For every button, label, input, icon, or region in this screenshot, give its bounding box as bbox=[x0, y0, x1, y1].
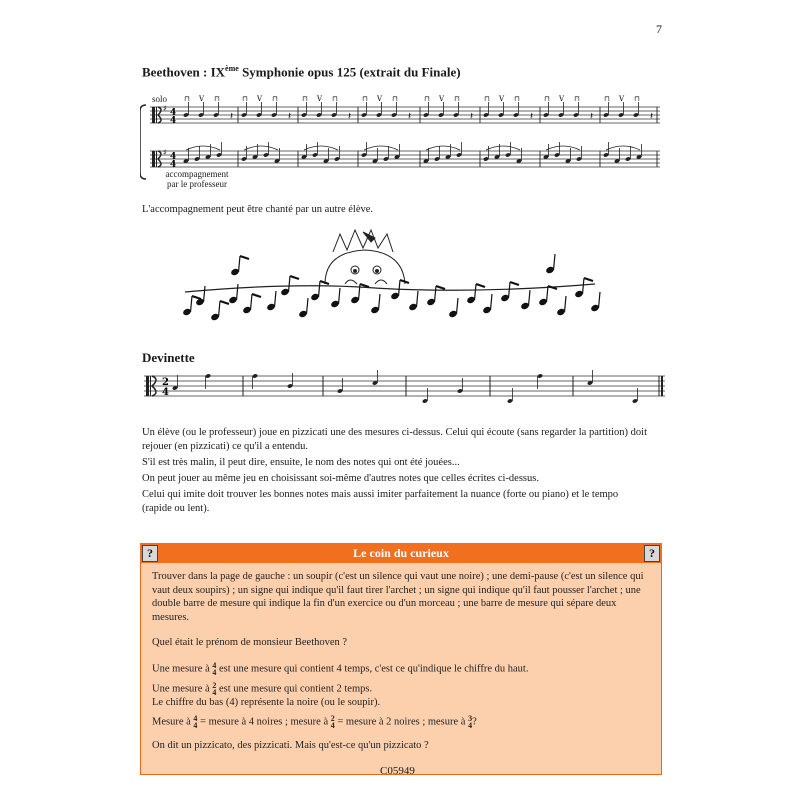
slur bbox=[426, 146, 460, 150]
piece-title bbox=[142, 64, 461, 80]
beethoven-score bbox=[140, 95, 660, 185]
bow-down-icon: ⊓ bbox=[392, 95, 398, 103]
accompaniment-label-line1: accompagnement bbox=[165, 169, 229, 179]
dancing-note-stem bbox=[554, 254, 556, 270]
dancing-note-stem bbox=[319, 281, 321, 297]
quarter-rest-icon: 𝄽 bbox=[408, 111, 412, 122]
intro-line-3: double barre de mesure qui indique la fin d'un exercice ou d'un morceau ; une barre de mesure qui sépare deux bbox=[152, 598, 617, 609]
bow-up-icon: V bbox=[439, 95, 445, 103]
measure-44-prefix: Une mesure à bbox=[152, 662, 210, 674]
bow-down-icon: ⊓ bbox=[362, 95, 368, 103]
measure-44-suffix: est une mesure qui contient 4 temps, c'est ce qu'indique le chiffre du haut. bbox=[218, 662, 529, 674]
dancing-note-stem bbox=[275, 291, 277, 307]
dancing-note-stem bbox=[239, 256, 241, 272]
accompaniment-note: L'accompagnement peut être chanté par un autre élève. bbox=[142, 204, 374, 215]
bow-down-icon: ⊓ bbox=[332, 95, 338, 103]
dancing-note-stem bbox=[435, 286, 437, 302]
dancing-note-beam bbox=[476, 284, 485, 287]
time-sig-2-4-icon: 2 4 bbox=[212, 680, 217, 697]
curious-corner-content bbox=[152, 570, 657, 753]
dancing-note-beam bbox=[290, 276, 299, 279]
measure-24-line bbox=[152, 682, 657, 696]
bow-up-icon: V bbox=[619, 95, 625, 103]
dancing-note-stem bbox=[565, 296, 567, 312]
title-suffix: Symphonie opus 125 (extrait du Finale) bbox=[238, 64, 461, 80]
slur bbox=[364, 146, 398, 150]
quarter-rest-icon: 𝄽 bbox=[590, 111, 594, 122]
bottom-number-line: Le chiffre du bas (4) représente la noire (ou le soupir). bbox=[152, 696, 381, 708]
slur bbox=[546, 146, 580, 150]
bow-down-icon: ⊓ bbox=[604, 95, 610, 103]
dancing-note-stem bbox=[251, 294, 253, 310]
bow-up-icon: V bbox=[499, 95, 505, 103]
curious-corner-title: Le coin du curieux bbox=[353, 546, 449, 560]
bow-down-icon: ⊓ bbox=[634, 95, 640, 103]
dancing-note-beam bbox=[240, 256, 249, 259]
dancing-note-beam bbox=[252, 294, 261, 297]
slur bbox=[606, 146, 640, 150]
riddle-title: Devinette bbox=[142, 350, 195, 365]
quarter-rest-icon: 𝄽 bbox=[288, 111, 292, 122]
question-mark-icon: ? bbox=[142, 545, 158, 562]
dancing-note-stem bbox=[237, 284, 239, 300]
eq-part-3: = mesure à 2 noires ; mesure à bbox=[337, 716, 466, 728]
quarter-rest-icon: 𝄽 bbox=[348, 111, 352, 122]
eq-part-4: ? bbox=[472, 716, 477, 728]
intro-line-4: mesures. bbox=[152, 611, 190, 623]
page-number: 7 bbox=[656, 22, 662, 36]
quarter-rest-icon: 𝄽 bbox=[650, 111, 654, 122]
eq-part-1: Mesure à bbox=[152, 716, 191, 728]
dancing-note-stem bbox=[509, 282, 511, 298]
bow-down-icon: ⊓ bbox=[214, 95, 220, 103]
riddle-staff bbox=[140, 370, 665, 410]
beethoven-question: Quel était le prénom de monsieur Beethoven ? bbox=[152, 637, 348, 648]
riddle-time-num: 2 bbox=[162, 377, 169, 388]
eq-part-2: = mesure à 4 noires ; mesure à bbox=[200, 716, 329, 728]
slur bbox=[244, 146, 278, 150]
dancing-note-beam bbox=[192, 296, 201, 299]
solo-staff bbox=[150, 107, 660, 123]
key-sharp-bottom: ♯ bbox=[163, 148, 167, 157]
key-sharp-top: ♯ bbox=[163, 104, 167, 113]
dancing-note-beam bbox=[220, 301, 229, 304]
bow-up-icon: V bbox=[317, 95, 323, 103]
bow-down-icon: ⊓ bbox=[242, 95, 248, 103]
dancing-note-stem bbox=[529, 290, 531, 306]
pizzicato-question: On dit un pizzicato, des pizzicati. Mais qu'est-ce qu'un pizzicato ? bbox=[152, 740, 429, 751]
bow-down-icon: ⊓ bbox=[272, 95, 278, 103]
dancing-note-stem bbox=[547, 286, 549, 302]
dancing-note-beam bbox=[584, 278, 593, 281]
bow-up-icon: V bbox=[199, 95, 205, 103]
dancing-note-stem bbox=[204, 286, 206, 302]
slur bbox=[186, 146, 220, 150]
dancing-note-stem bbox=[475, 284, 477, 300]
time-sig-top-num: 4 bbox=[170, 108, 177, 118]
dancing-note-stem bbox=[379, 294, 381, 310]
dancing-note-stem bbox=[491, 294, 493, 310]
question-mark-icon-right: ? bbox=[644, 545, 660, 562]
quarter-rest-icon: 𝄽 bbox=[470, 111, 474, 122]
time-sig-2-4-icon-b: 2 4 bbox=[330, 714, 335, 730]
footer-code: C05949 bbox=[380, 765, 415, 777]
riddle-notes bbox=[172, 370, 638, 404]
riddle-line-4: On peut jouer au même jeu en choisissant soi-même d'autres notes que celles écrites ci-dessus. bbox=[142, 473, 539, 484]
bow-down-icon: ⊓ bbox=[184, 95, 190, 103]
bow-down-icon: ⊓ bbox=[484, 95, 490, 103]
riddle-line-1: Un élève (ou le professeur) joue en pizzicati une des mesures ci-dessus. Celui qui écoute (sans regarder la partition) doit bbox=[142, 427, 647, 438]
bow-down-icon: ⊓ bbox=[424, 95, 430, 103]
time-sig-4-4-icon-b: 4 4 bbox=[193, 714, 198, 730]
time-sig-top-den: 4 bbox=[170, 116, 177, 126]
accompaniment-staff bbox=[150, 151, 660, 167]
system-bracket bbox=[140, 105, 146, 179]
bow-down-icon: ⊓ bbox=[302, 95, 308, 103]
intro-line-2: vaut deux soupirs) ; un signe qui indique qu'il faut tirer l'archet ; un signe qui indique qu'il faut pousser l'archet ; une bbox=[152, 584, 641, 596]
riddle-line-6: (rapide ou lent). bbox=[142, 503, 210, 514]
solo-notes bbox=[183, 95, 653, 122]
dancing-note-stem bbox=[289, 276, 291, 292]
riddle-time-den: 4 bbox=[162, 387, 169, 398]
solo-label: solo bbox=[152, 94, 168, 104]
dancing-note-stem bbox=[457, 298, 459, 314]
dancing-note-stem bbox=[307, 298, 309, 314]
dancing-note-stem bbox=[191, 296, 193, 312]
dancing-note-beam bbox=[436, 286, 445, 289]
bow-down-icon: ⊓ bbox=[574, 95, 580, 103]
measure-24-prefix: Une mesure à bbox=[152, 682, 210, 694]
dancing-note-stem bbox=[583, 278, 585, 294]
accompaniment-notes bbox=[183, 142, 642, 164]
intro-line-1: Trouver dans la page de gauche : un soupir (c'est un silence qui vaut une noire) ; une demi-pause (c'est un silence qui bbox=[152, 571, 644, 582]
time-sig-bottom-den: 4 bbox=[170, 160, 177, 170]
bow-down-icon: ⊓ bbox=[544, 95, 550, 103]
title-superscript: ème bbox=[225, 64, 239, 73]
time-sig-3-4-icon: 3 4 bbox=[468, 714, 473, 730]
measure-24-suffix: est une mesure qui contient 2 temps. bbox=[218, 682, 373, 694]
title-prefix: Beethoven : IX bbox=[142, 64, 226, 80]
dancing-note-beam bbox=[510, 282, 519, 285]
slur bbox=[486, 146, 520, 150]
time-sig-4-4-icon: 4 4 bbox=[212, 660, 217, 677]
measure-equation-line bbox=[152, 715, 657, 729]
dancing-note-stem bbox=[339, 288, 341, 304]
wall-line bbox=[185, 284, 595, 292]
bow-down-icon: ⊓ bbox=[514, 95, 520, 103]
dancing-note-stem bbox=[417, 291, 419, 307]
bow-down-icon: ⊓ bbox=[454, 95, 460, 103]
peeking-boy bbox=[325, 230, 405, 284]
quarter-rest-icon: 𝄽 bbox=[530, 111, 534, 122]
cartoon-illustration bbox=[175, 222, 615, 340]
riddle-line-2: rejouer (en pizzicati) ce qu'il a entendu. bbox=[142, 441, 309, 452]
riddle-line-5: Celui qui imite doit trouver les bonnes notes mais aussi imiter parfaitement la nuance (forte ou piano) et le tempo bbox=[142, 489, 619, 500]
bow-up-icon: V bbox=[559, 95, 565, 103]
bow-up-icon: V bbox=[377, 95, 383, 103]
riddle-line-3: S'il est très malin, il peut dire, ensuite, le nom des notes qui ont été jouées... bbox=[142, 457, 460, 468]
accompaniment-label-line2: par le professeur bbox=[167, 179, 227, 189]
time-sig-bottom-num: 4 bbox=[170, 152, 177, 162]
dancing-note-stem bbox=[599, 292, 601, 308]
slur bbox=[304, 146, 338, 150]
riddle-text bbox=[142, 426, 662, 516]
measure-44-line bbox=[152, 662, 657, 676]
quarter-rest-icon: 𝄽 bbox=[230, 111, 234, 122]
dancing-note-stem bbox=[219, 301, 221, 317]
bow-up-icon: V bbox=[257, 95, 263, 103]
